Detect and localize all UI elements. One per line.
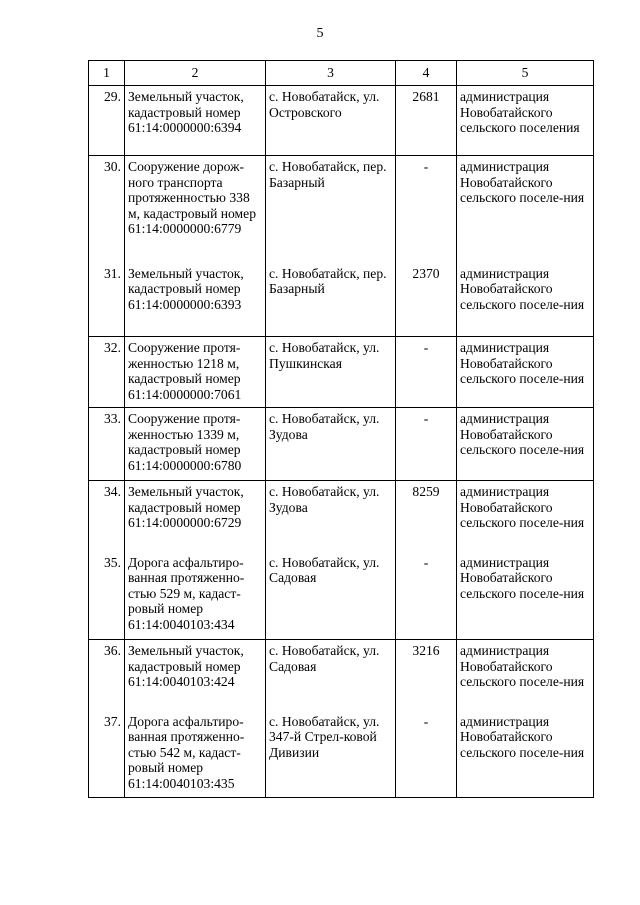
page-number: 5: [316, 26, 324, 41]
object-name: Земельный участок, кадастровый номер 61:14:0000000:6393: [125, 263, 266, 337]
object-owner: администрация Новобатайского сельского поселе-ния: [457, 552, 594, 640]
row-number: 30.: [89, 156, 125, 263]
table-row: [89, 711, 594, 798]
object-address: с. Новобатайск, пер. Базарный: [266, 263, 396, 337]
column-header-3: 3: [266, 61, 396, 86]
object-area: -: [396, 552, 457, 640]
object-area: 2370: [396, 263, 457, 337]
row-number: 36.: [89, 640, 125, 711]
object-area: -: [396, 156, 457, 263]
object-address: с. Новобатайск, ул. Пушкинская: [266, 337, 396, 408]
object-area: -: [396, 337, 457, 408]
object-name: Сооружение дорож-ного транспорта протяженностью 338 м, кадастровый номер 61:14:0000000:6779: [125, 156, 266, 263]
object-address: с. Новобатайск, пер. Базарный: [266, 156, 396, 263]
column-header-5: 5: [457, 61, 594, 86]
table-row: [89, 481, 594, 552]
row-number: 31.: [89, 263, 125, 337]
object-name: Земельный участок, кадастровый номер 61:14:0040103:424: [125, 640, 266, 711]
table-header-row: [89, 61, 594, 86]
table-row: [89, 408, 594, 481]
object-name: Дорога асфальтиро-ванная протяженно-стью 542 м, кадаст-ровый номер 61:14:0040103:435: [125, 711, 266, 798]
object-area: 2681: [396, 86, 457, 156]
object-area: 3216: [396, 640, 457, 711]
object-address: с. Новобатайск, ул. Садовая: [266, 552, 396, 640]
table-row: [89, 552, 594, 640]
table-row: [89, 337, 594, 408]
table-row: [89, 263, 594, 337]
table-row: [89, 156, 594, 263]
row-number: 37.: [89, 711, 125, 798]
object-owner: администрация Новобатайского сельского поселе-ния: [457, 156, 594, 263]
object-area: -: [396, 408, 457, 481]
column-header-4: 4: [396, 61, 457, 86]
table-row: [89, 86, 594, 156]
row-number: 32.: [89, 337, 125, 408]
object-address: с. Новобатайск, ул. 347-й Стрел-ковой Дивизии: [266, 711, 396, 798]
object-name: Дорога асфальтиро-ванная протяженно-стью 529 м, кадаст-ровый номер 61:14:0040103:434: [125, 552, 266, 640]
object-name: Сооружение протя-женностью 1218 м, кадастровый номер 61:14:0000000:7061: [125, 337, 266, 408]
object-area: -: [396, 711, 457, 798]
object-owner: администрация Новобатайского сельского поселе-ния: [457, 481, 594, 552]
property-registry-table: [88, 60, 594, 798]
column-header-2: 2: [125, 61, 266, 86]
object-name: Земельный участок, кадастровый номер 61:14:0000000:6729: [125, 481, 266, 552]
object-address: с. Новобатайск, ул. Садовая: [266, 640, 396, 711]
row-number: 29.: [89, 86, 125, 156]
object-address: с. Новобатайск, ул. Островского: [266, 86, 396, 156]
row-number: 33.: [89, 408, 125, 481]
object-address: с. Новобатайск, ул. Зудова: [266, 408, 396, 481]
object-name: Сооружение протя-женностью 1339 м, кадастровый номер 61:14:0000000:6780: [125, 408, 266, 481]
column-header-1: 1: [89, 61, 125, 86]
object-owner: администрация Новобатайского сельского поселе-ния: [457, 337, 594, 408]
object-owner: администрация Новобатайского сельского поселения: [457, 86, 594, 156]
table-row: [89, 640, 594, 711]
object-name: Земельный участок, кадастровый номер 61:14:0000000:6394: [125, 86, 266, 156]
object-owner: администрация Новобатайского сельского поселе-ния: [457, 263, 594, 337]
object-area: 8259: [396, 481, 457, 552]
object-address: с. Новобатайск, ул. Зудова: [266, 481, 396, 552]
object-owner: администрация Новобатайского сельского поселе-ния: [457, 408, 594, 481]
object-owner: администрация Новобатайского сельского поселе-ния: [457, 640, 594, 711]
row-number: 34.: [89, 481, 125, 552]
object-owner: администрация Новобатайского сельского поселе-ния: [457, 711, 594, 798]
row-number: 35.: [89, 552, 125, 640]
